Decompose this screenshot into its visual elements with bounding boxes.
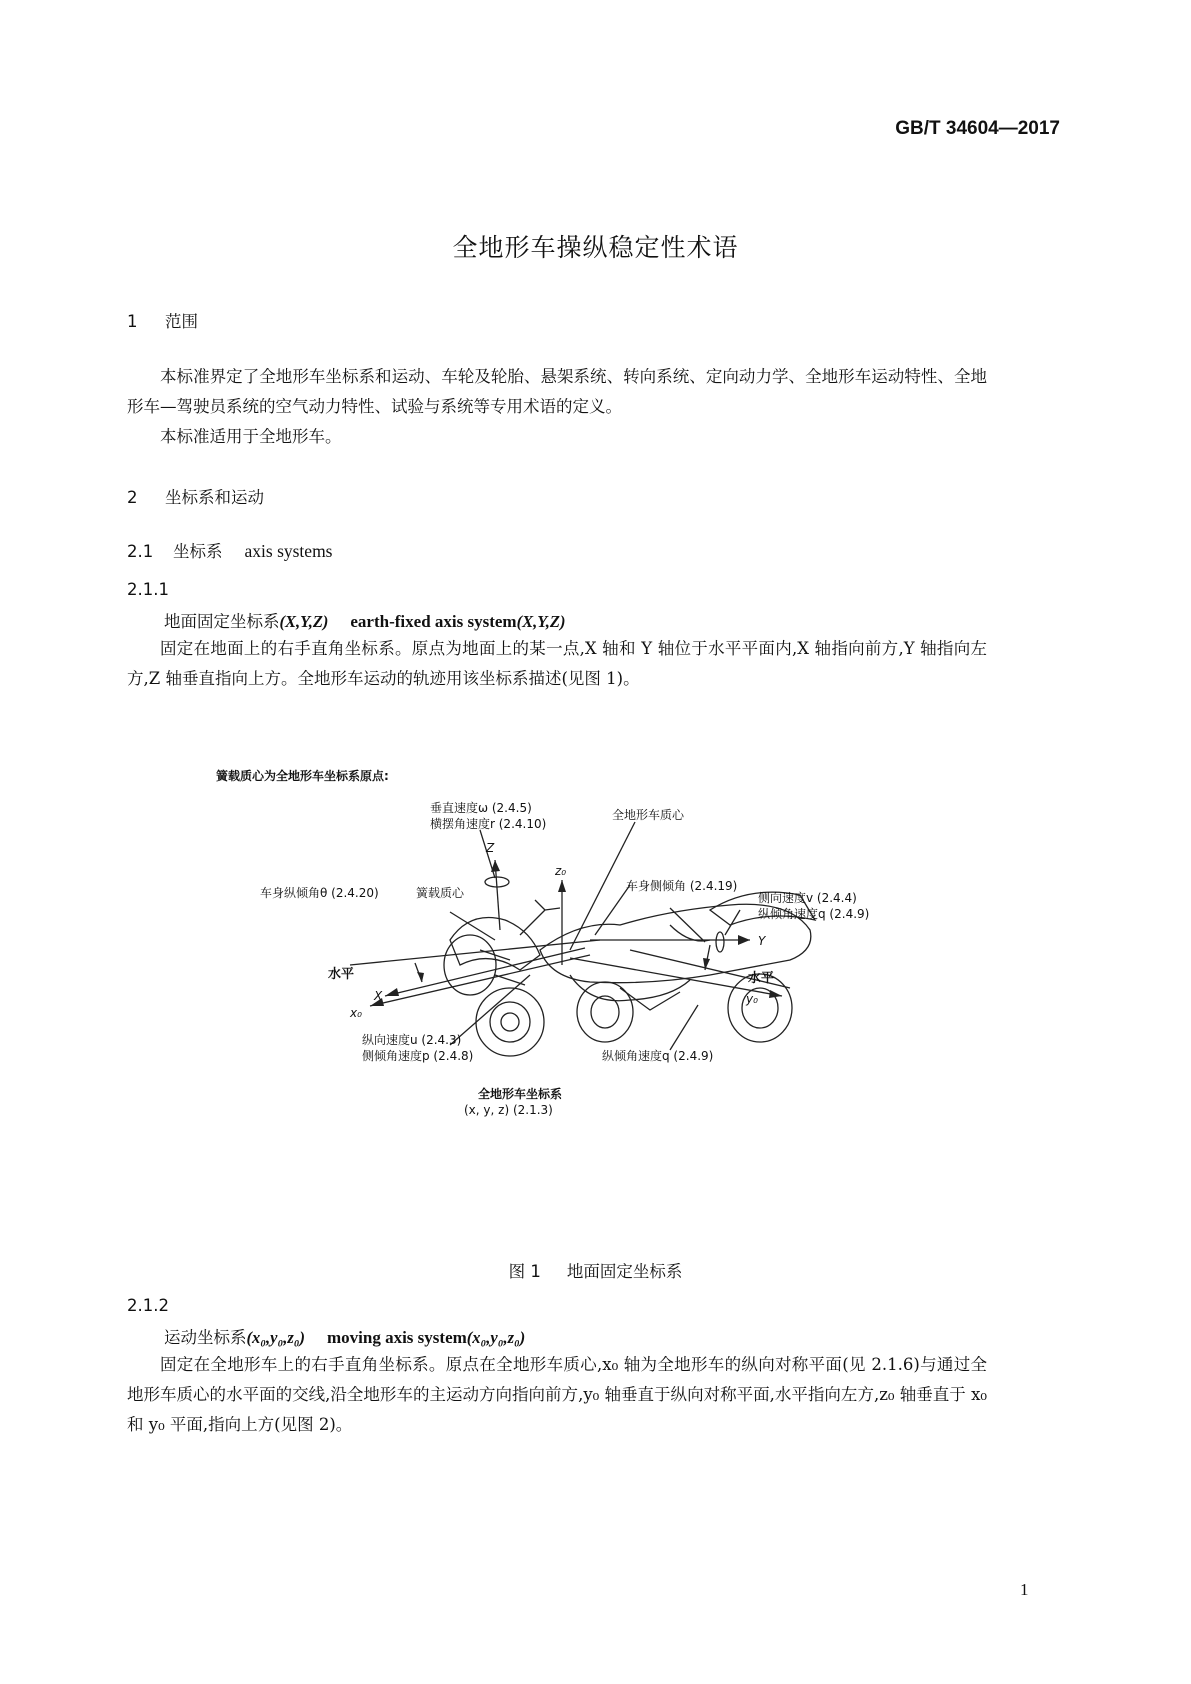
section-title-en: axis systems <box>244 541 333 561</box>
term-en-vars: (x₀,y₀,z₀) <box>466 1328 526 1347</box>
fig-label-horizontal-right: 水平 <box>748 971 775 986</box>
fig-label-longitudinal-speed: 纵向速度u (2.4.3) <box>362 1033 462 1047</box>
handlebar <box>520 900 560 935</box>
clause-2-1-2-number: 2.1.2 <box>127 1296 169 1315</box>
clause-2-1-1-number: 2.1.1 <box>127 580 169 599</box>
scope-paragraph-2: 本标准适用于全地形车。 <box>160 427 342 446</box>
term-en: moving axis system <box>327 1328 467 1347</box>
section-title: 坐标系和运动 <box>165 488 264 507</box>
fig-label-system-ref: (x, y, z) (2.1.3) <box>464 1103 553 1117</box>
definition-2-1-2: 固定在全地形车上的右手直角坐标系。原点在全地形车质心,x₀ 轴为全地形车的纵向对称平面(见 2.1.6)与通过全地形车质心的水平面的交线,沿全地形车的主运动方向指向前方,y₀ 轴垂直于纵向对称平面,水平指向左方,z₀ 轴垂直于 x₀ 和 y₀ 平面,指向上方(见图 2)。 <box>127 1355 987 1434</box>
fig-label-z0: z₀ <box>555 864 567 878</box>
fig-label-roll-angle: 车身侧倾角 (2.4.19) <box>626 879 738 893</box>
section-number: 2.1 <box>127 542 154 561</box>
section-number: 1 <box>127 312 138 331</box>
section-1-heading <box>127 308 198 332</box>
definition-2-1-1: 固定在地面上的右手直角坐标系。原点为地面上的某一点,X 轴和 Y 轴位于水平平面内,X 轴指向前方,Y 轴指向左方,Z 轴垂直指向上方。全地形车运动的轨迹用该坐标系描述(见图 1)。 <box>127 639 987 688</box>
fig-label-lateral-speed: 侧向速度v (2.4.4) <box>758 891 857 905</box>
pitch-rotation-ring <box>716 932 724 952</box>
term-en: earth-fixed axis system <box>350 612 517 631</box>
fig-label-roll-rate: 侧倾角速度p (2.4.8) <box>362 1049 474 1063</box>
term-en-vars: (X,Y,Z) <box>516 612 566 631</box>
fig-label-yaw-rate: 横摆角速度r (2.4.10) <box>430 817 547 831</box>
term-vars: (x₀,y₀,z₀) <box>246 1328 305 1347</box>
section-title: 范围 <box>165 312 198 331</box>
term-2-1-1 <box>164 608 565 632</box>
fig-label-x0: x₀ <box>350 1006 362 1020</box>
front-wheel <box>476 988 544 1056</box>
standard-number: GB/T 34604—2017 <box>895 118 1060 139</box>
fig-label-system-name: 全地形车坐标系 <box>478 1087 563 1101</box>
fig-note-top: 簧载质心为全地形车坐标系原点: <box>216 769 389 783</box>
fig-label-horizontal-left: 水平 <box>328 967 355 982</box>
fig-label-vertical-speed: 垂直速度ω (2.4.5) <box>430 801 532 815</box>
section-title: 坐标系 <box>173 542 223 561</box>
fig-label-sprung-cg: 簧载质心 <box>416 886 465 900</box>
page-number: 1 <box>1020 1580 1029 1599</box>
fig-label-pitch-rate-bottom: 纵倾角速度q (2.4.9) <box>602 1049 714 1063</box>
fig-label-X: X <box>374 989 383 1003</box>
scope-paragraph-1: 本标准界定了全地形车坐标系和运动、车轮及轮胎、悬架系统、转向系统、定向动力学、全地形车运动特性、全地形车—驾驶员系统的空气动力特性、试验与系统等专用术语的定义。 <box>127 367 987 416</box>
figure-1-diagram <box>150 760 1050 1130</box>
fig-label-pitch-angle: 车身纵倾角θ (2.4.20) <box>260 886 379 900</box>
term-cn: 运动坐标系 <box>164 1328 247 1347</box>
figure-1-caption <box>0 1258 1191 1282</box>
term-vars: (X,Y,Z) <box>279 612 329 631</box>
fig-label-Y: Y <box>758 934 766 948</box>
figure-number: 图 1 <box>508 1262 541 1281</box>
term-cn: 地面固定坐标系 <box>164 612 280 631</box>
x0-axis <box>370 955 590 1006</box>
section-2-heading <box>127 484 264 508</box>
fig-label-pitch-rate-right: 纵倾角速度q (2.4.9) <box>758 907 870 921</box>
fig-label-cg: 全地形车质心 <box>612 808 685 822</box>
term-2-1-2 <box>164 1324 525 1348</box>
section-number: 2 <box>127 488 138 507</box>
document-title: 全地形车操纵稳定性术语 <box>452 233 739 262</box>
fig-label-Z: Z <box>486 841 495 855</box>
figure-title: 地面固定坐标系 <box>566 1262 683 1281</box>
fig-label-y0: y₀ <box>746 992 758 1006</box>
section-2-1-heading <box>127 538 333 562</box>
